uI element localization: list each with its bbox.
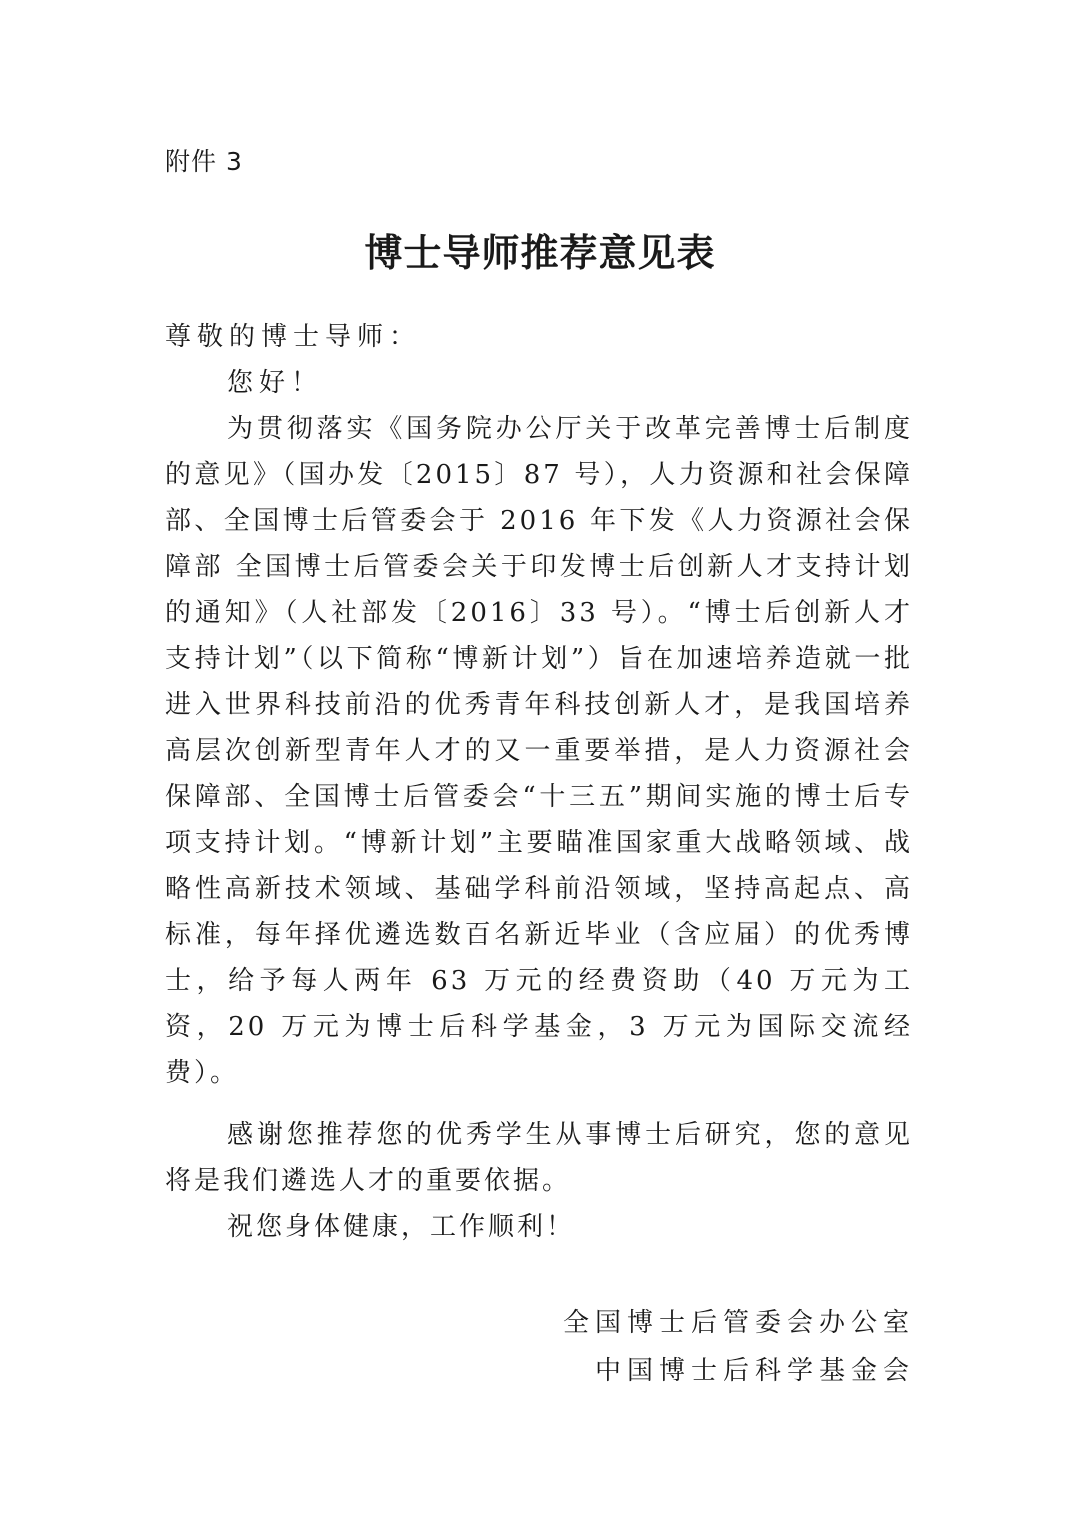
document-title: 博士导师推荐意见表 xyxy=(364,230,716,275)
body-paragraph-main: 为贯彻落实《国务院办公厅关于改革完善博士后制度的意见》（国办发〔2015〕87 号），人力资源和社会保障部、全国博士后管委会于 2016 年下发《人力资源社会保障部 全国博士后管委会关于印发博士后创新人才支持计划的通知》（人社部发〔2016〕33 号）。“博士后创新人才支持计划”（以下简称“博新计划”）旨在加速培养造就一批进入世界科技前沿的优秀青年科技创新人才，是我国培养高层次创新型青年人才的又一重要举措，是人力资源社会保障部、全国博士后管委会“十三五”期间实施的博士后专项支持计划。“博新计划”主要瞄准国家重大战略领域、战略性高新技术领域、基础学科前沿领域，坚持高起点、高标准，每年择优遴选数百名新近毕业（含应届）的优秀博士，给予每人两年 63 万元的经费资助（40 万元为工资，20 万元为博士后科学基金，3 万元为国际交流经费）。 xyxy=(165,414,913,1088)
body-paragraph-thanks: 感谢您推荐您的优秀学生从事博士后研究，您的意见将是我们遴选人才的重要依据。 xyxy=(165,1120,913,1196)
signature-org-office: 全国博士后管委会办公室 xyxy=(562,1308,915,1338)
signature-org-foundation: 中国博士后科学基金会 xyxy=(594,1356,915,1386)
salutation: 尊敬的博士导师： xyxy=(165,322,422,352)
body-paragraph-wishes: 祝您身体健康，工作顺利！ xyxy=(227,1212,576,1242)
greeting: 您好！ xyxy=(227,368,324,398)
attachment-label: 附件 3 xyxy=(165,147,243,176)
